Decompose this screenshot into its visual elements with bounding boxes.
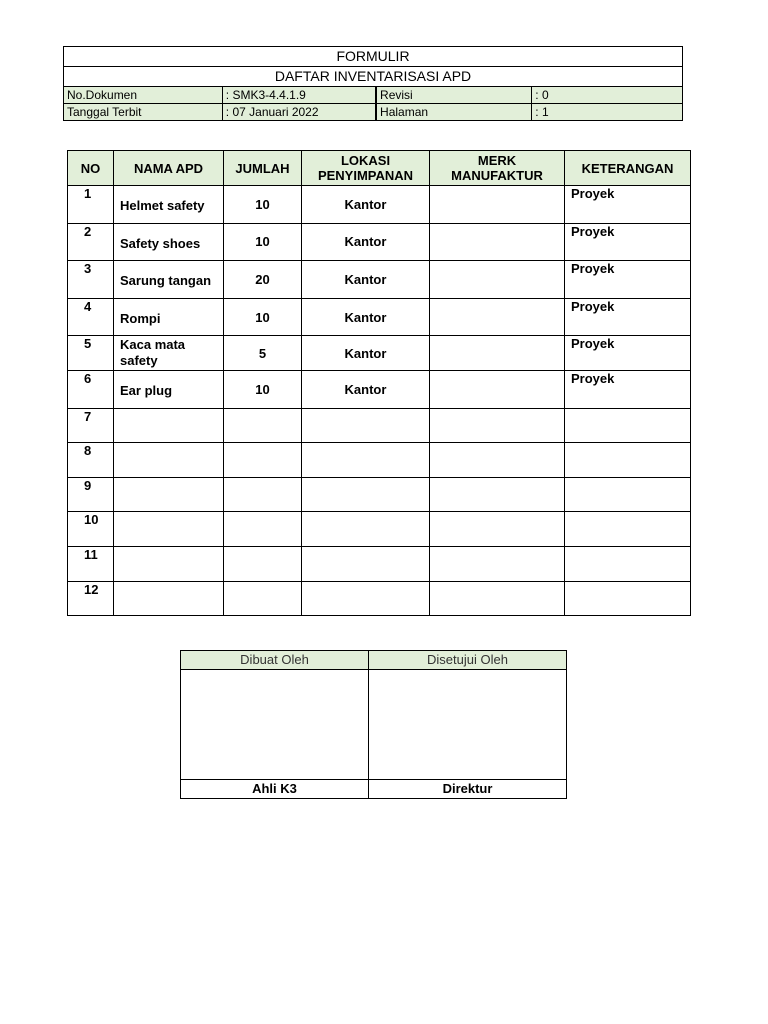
cell-no: 2 bbox=[68, 223, 114, 261]
cell-merk bbox=[430, 546, 565, 581]
cell-merk bbox=[430, 477, 565, 512]
cell-merk bbox=[430, 261, 565, 299]
cell-lokasi bbox=[302, 477, 430, 512]
disetujui-name: Direktur bbox=[369, 780, 567, 799]
table-row bbox=[68, 512, 691, 547]
cell-merk bbox=[430, 186, 565, 224]
cell-jumlah bbox=[224, 443, 302, 478]
cell-nama-apd: Safety shoes bbox=[114, 223, 224, 261]
cell-merk bbox=[430, 298, 565, 336]
cell-lokasi: Kantor bbox=[302, 298, 430, 336]
tanggal-terbit-label: Tanggal Terbit bbox=[64, 104, 223, 121]
column-header-lokasi: LOKASI PENYIMPANAN bbox=[302, 151, 430, 186]
cell-nama-apd: Ear plug bbox=[114, 370, 224, 408]
tanggal-terbit-value: : 07 Januari 2022 bbox=[222, 104, 376, 121]
cell-nama-apd bbox=[114, 546, 224, 581]
cell-keterangan: Proyek bbox=[565, 370, 691, 408]
document-header bbox=[63, 46, 683, 121]
cell-merk bbox=[430, 443, 565, 478]
no-dokumen-label: No.Dokumen bbox=[64, 87, 223, 104]
cell-merk bbox=[430, 408, 565, 443]
halaman-value: : 1 bbox=[532, 104, 683, 121]
column-header-merk: MERK MANUFAKTUR bbox=[430, 151, 565, 186]
table-row bbox=[68, 186, 691, 224]
cell-nama-apd bbox=[114, 477, 224, 512]
form-title: FORMULIR bbox=[64, 47, 683, 67]
cell-lokasi: Kantor bbox=[302, 261, 430, 299]
table-row bbox=[68, 477, 691, 512]
disetujui-signature-area bbox=[369, 670, 567, 780]
table-row bbox=[68, 298, 691, 336]
cell-no: 6 bbox=[68, 370, 114, 408]
inventory-table bbox=[67, 150, 691, 616]
cell-no: 8 bbox=[68, 443, 114, 478]
signature-table bbox=[180, 650, 567, 799]
cell-merk bbox=[430, 512, 565, 547]
cell-no: 10 bbox=[68, 512, 114, 547]
cell-lokasi: Kantor bbox=[302, 336, 430, 371]
cell-keterangan: Proyek bbox=[565, 186, 691, 224]
cell-keterangan bbox=[565, 443, 691, 478]
cell-jumlah bbox=[224, 546, 302, 581]
cell-nama-apd: Sarung tangan bbox=[114, 261, 224, 299]
cell-nama-apd bbox=[114, 443, 224, 478]
cell-keterangan bbox=[565, 581, 691, 616]
table-header-row bbox=[68, 151, 691, 186]
cell-nama-apd: Rompi bbox=[114, 298, 224, 336]
dibuat-oleh-label: Dibuat Oleh bbox=[181, 651, 369, 670]
cell-merk bbox=[430, 370, 565, 408]
cell-nama-apd: Helmet safety bbox=[114, 186, 224, 224]
cell-lokasi bbox=[302, 512, 430, 547]
cell-keterangan bbox=[565, 546, 691, 581]
cell-keterangan: Proyek bbox=[565, 261, 691, 299]
cell-keterangan: Proyek bbox=[565, 298, 691, 336]
cell-keterangan bbox=[565, 477, 691, 512]
cell-nama-apd bbox=[114, 512, 224, 547]
no-dokumen-value: : SMK3-4.4.1.9 bbox=[222, 87, 376, 104]
cell-jumlah bbox=[224, 408, 302, 443]
cell-keterangan: Proyek bbox=[565, 336, 691, 371]
cell-merk bbox=[430, 581, 565, 616]
cell-jumlah: 10 bbox=[224, 186, 302, 224]
revisi-label: Revisi bbox=[376, 87, 532, 104]
cell-jumlah bbox=[224, 512, 302, 547]
cell-jumlah: 10 bbox=[224, 370, 302, 408]
cell-merk bbox=[430, 223, 565, 261]
form-subtitle: DAFTAR INVENTARISASI APD bbox=[64, 67, 683, 87]
cell-jumlah: 10 bbox=[224, 298, 302, 336]
table-row bbox=[68, 443, 691, 478]
cell-keterangan bbox=[565, 512, 691, 547]
revisi-value: : 0 bbox=[532, 87, 683, 104]
cell-jumlah: 10 bbox=[224, 223, 302, 261]
column-header-jumlah: JUMLAH bbox=[224, 151, 302, 186]
cell-lokasi bbox=[302, 581, 430, 616]
cell-merk bbox=[430, 336, 565, 371]
cell-jumlah bbox=[224, 477, 302, 512]
cell-lokasi bbox=[302, 546, 430, 581]
table-row bbox=[68, 223, 691, 261]
cell-jumlah: 20 bbox=[224, 261, 302, 299]
disetujui-oleh-label: Disetujui Oleh bbox=[369, 651, 567, 670]
column-header-no: NO bbox=[68, 151, 114, 186]
table-row bbox=[68, 408, 691, 443]
cell-no: 3 bbox=[68, 261, 114, 299]
cell-jumlah bbox=[224, 581, 302, 616]
cell-no: 5 bbox=[68, 336, 114, 371]
table-row bbox=[68, 370, 691, 408]
cell-keterangan: Proyek bbox=[565, 223, 691, 261]
cell-no: 1 bbox=[68, 186, 114, 224]
cell-lokasi bbox=[302, 408, 430, 443]
cell-no: 4 bbox=[68, 298, 114, 336]
cell-no: 11 bbox=[68, 546, 114, 581]
cell-lokasi: Kantor bbox=[302, 186, 430, 224]
cell-no: 9 bbox=[68, 477, 114, 512]
cell-nama-apd bbox=[114, 581, 224, 616]
dibuat-signature-area bbox=[181, 670, 369, 780]
halaman-label: Halaman bbox=[376, 104, 532, 121]
cell-no: 7 bbox=[68, 408, 114, 443]
table-row bbox=[68, 261, 691, 299]
cell-jumlah: 5 bbox=[224, 336, 302, 371]
column-header-nama-apd: NAMA APD bbox=[114, 151, 224, 186]
cell-lokasi: Kantor bbox=[302, 370, 430, 408]
table-row bbox=[68, 546, 691, 581]
dibuat-name: Ahli K3 bbox=[181, 780, 369, 799]
cell-lokasi: Kantor bbox=[302, 223, 430, 261]
table-row bbox=[68, 581, 691, 616]
cell-keterangan bbox=[565, 408, 691, 443]
cell-nama-apd: Kaca mata safety bbox=[114, 336, 224, 371]
cell-lokasi bbox=[302, 443, 430, 478]
cell-no: 12 bbox=[68, 581, 114, 616]
column-header-keterangan: KETERANGAN bbox=[565, 151, 691, 186]
table-row bbox=[68, 336, 691, 371]
cell-nama-apd bbox=[114, 408, 224, 443]
